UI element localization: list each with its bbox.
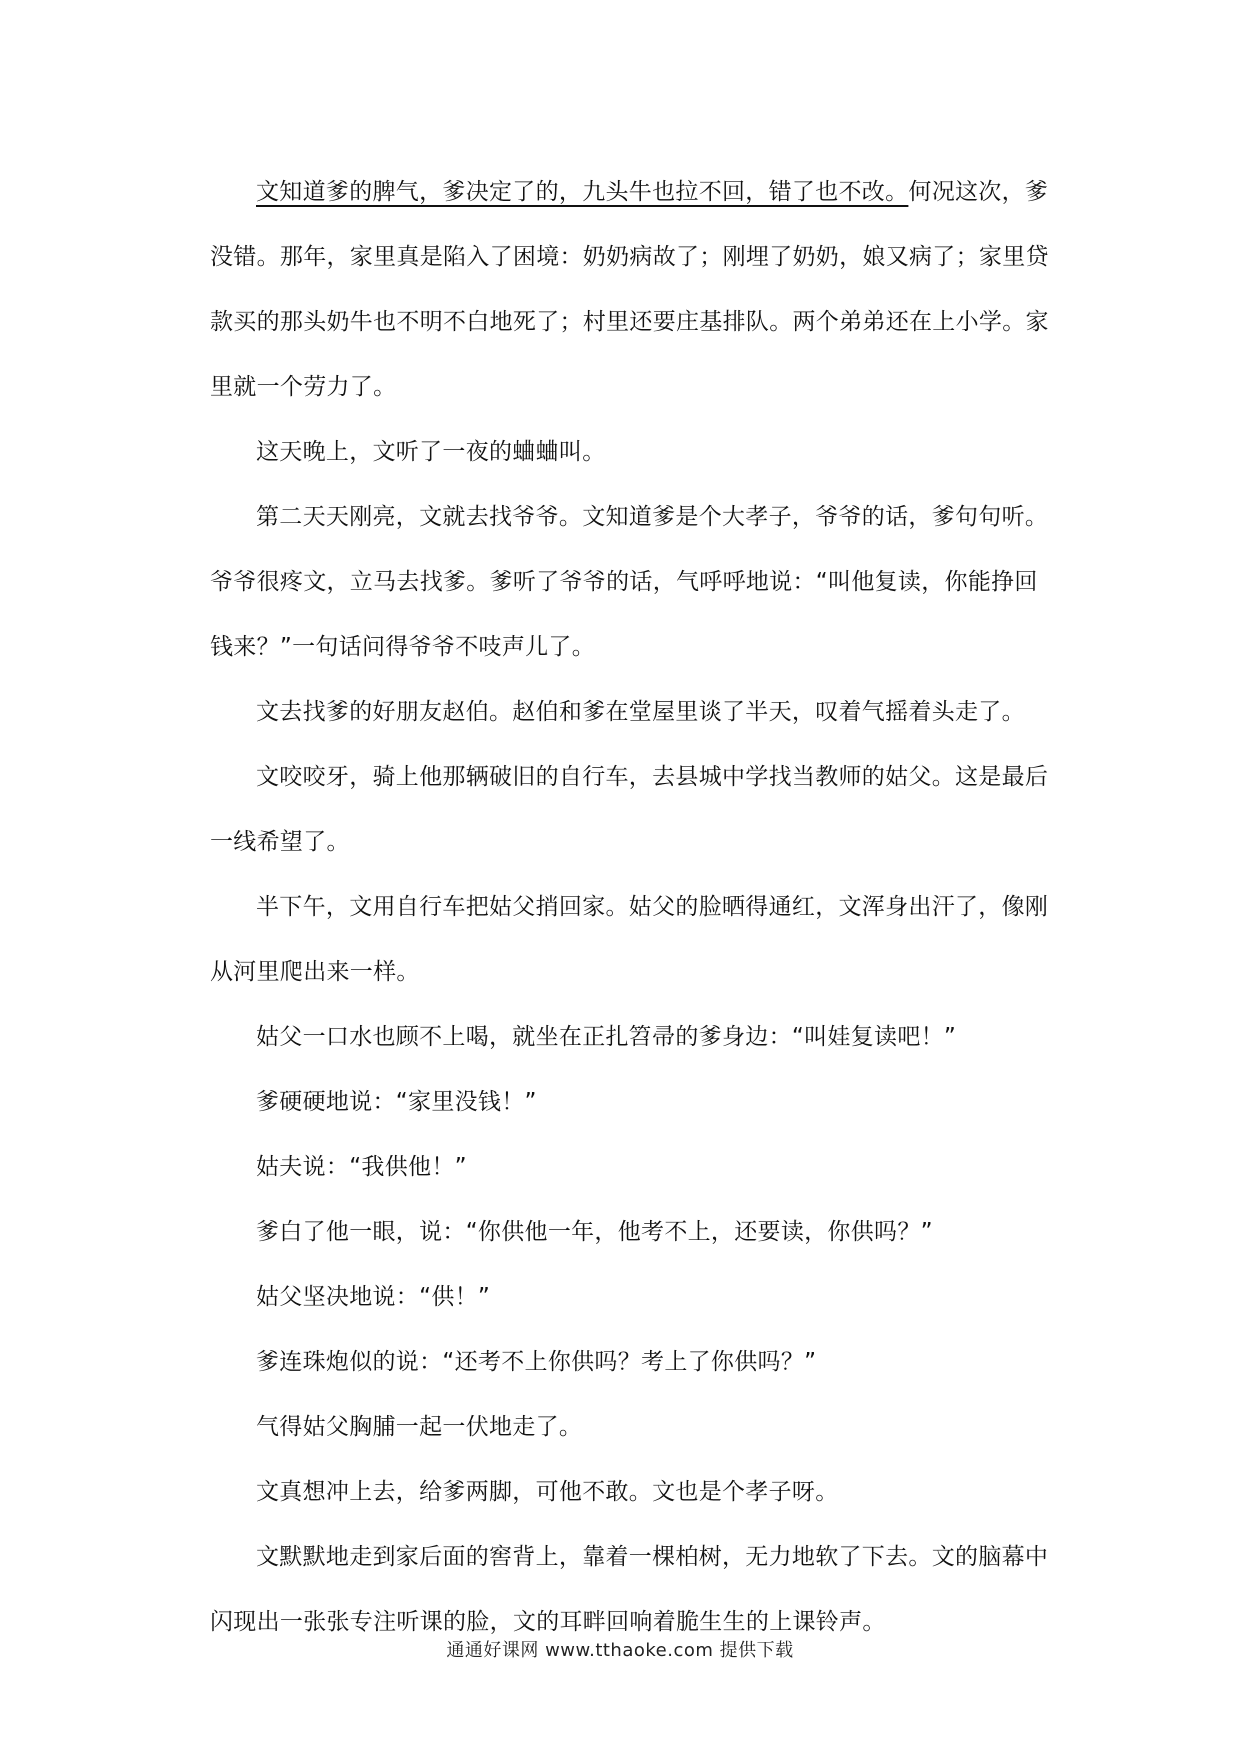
paragraph-8: 爹硬硬地说：“家里没钱！” xyxy=(256,1089,537,1115)
paragraph-14: 文真想冲上去，给爹两脚，可他不敢。文也是个孝子呀。 xyxy=(256,1479,839,1505)
paragraph-5: 文咬咬牙，骑上他那辆破旧的自行车，去县城中学找当教师的姑父。这是最后一线希望了。 xyxy=(210,764,1049,855)
paragraph-13: 气得姑父胸脯一起一伏地走了。 xyxy=(256,1414,583,1440)
paragraph-6: 半下午，文用自行车把姑父捎回家。姑父的脸晒得通红，文浑身出汗了，像刚从河里爬出来一样。 xyxy=(210,894,1049,985)
paragraph-10: 爹白了他一眼，说：“你供他一年，他考不上，还要读，你供吗？” xyxy=(256,1219,933,1245)
paragraph-4: 文去找爹的好朋友赵伯。赵伯和爹在堂屋里谈了半天，叹着气摇着头走了。 xyxy=(256,699,1025,725)
paragraph-1-rest: 何况这次，爹没错。那年，家里真是陷入了困境：奶奶病故了；刚埋了奶奶，娘又病了；家里贷款买的那头奶牛也不明不白地死了；村里还要庄基排队。两个弟弟还在上小学。家里就一个劳力了。 xyxy=(210,179,1049,400)
paragraph-11: 姑父坚决地说：“供！” xyxy=(256,1284,491,1310)
underlined-sentence: 文知道爹的脾气，爹决定了的，九头牛也拉不回，错了也不改。 xyxy=(256,179,909,205)
article-body xyxy=(210,160,1055,1655)
paragraph-15: 文默默地走到家后面的窖背上，靠着一棵柏树，无力地软了下去。文的脑幕中闪现出一张张专注听课的脸，文的耳畔回响着脆生生的上课铃声。 xyxy=(210,1544,1049,1635)
paragraph-3: 第二天天刚亮，文就去找爷爷。文知道爹是个大孝子，爷爷的话，爹句句听。爷爷很疼文，立马去找爹。爹听了爷爷的话，气呼呼地说：“叫他复读，你能挣回钱来？”一句话问得爷爷不吱声儿了。 xyxy=(210,504,1049,660)
paragraph-7: 姑父一口水也顾不上喝，就坐在正扎笤帚的爹身边：“叫娃复读吧！” xyxy=(256,1024,957,1050)
paragraph-9: 姑夫说：“我供他！” xyxy=(256,1154,467,1180)
paragraph-12: 爹连珠炮似的说：“还考不上你供吗？考上了你供吗？” xyxy=(256,1349,817,1375)
paragraph-2: 这天晚上，文听了一夜的蛐蛐叫。 xyxy=(256,439,606,465)
paragraph-1 xyxy=(210,160,1055,420)
page-footer: 通通好课网 www.tthaoke.com 提供下载 xyxy=(446,1640,794,1661)
